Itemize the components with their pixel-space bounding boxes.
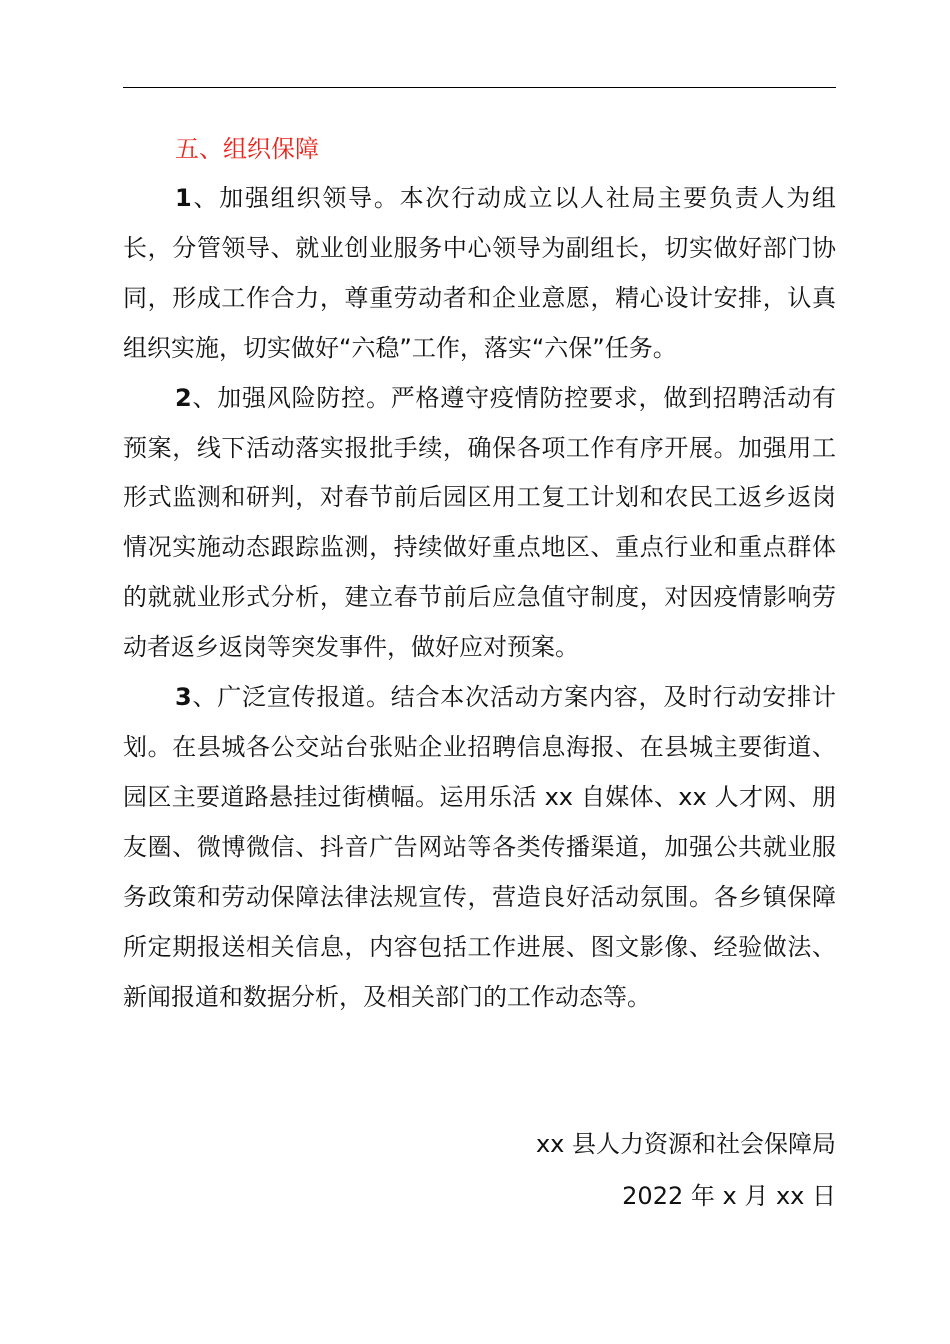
signature-date: 2022 年 x 月 xx 日: [622, 1182, 836, 1210]
signature-organization: xx 县人力资源和社会保障局: [535, 1130, 836, 1158]
paragraph-2-text: 、加强风险防控。严格遵守疫情防控要求，做到招聘活动有预案，线下活动落实报批手续，确保各项工作有序开展。加强用工形式监测和研判，对春节前后园区用工复工计划和农民工返乡返岗情况实施动态跟踪监测，持续做好重点地区、重点行业和重点群体的就就业形式分析，建立春节前后应急值守制度，对因疫情影响劳动者返乡返岗等突发事件，做好应对预案。: [123, 383, 836, 662]
paragraph-2: [123, 374, 836, 673]
paragraph-3: [123, 673, 836, 1022]
paragraph-2-number: 2: [175, 383, 192, 412]
paragraph-1: [123, 174, 836, 374]
paragraph-3-text: 、广泛宣传报道。结合本次活动方案内容，及时行动安排计划。在县城各公交站台张贴企业招聘信息海报、在县城主要街道、园区主要道路悬挂过街横幅。运用乐活 xx 自媒体、xx 人才网、朋友圈、微博微信、抖音广告网站等各类传播渠道，加强公共就业服务政策和劳动保障法律法规宣传，营造良好活动氛围。各乡镇保障所定期报送相关信息，内容包括工作进展、图文影像、经验做法、新闻报道和数据分析，及相关部门的工作动态等。: [123, 683, 836, 1011]
paragraph-1-number: 1: [175, 184, 192, 212]
header-rule: [123, 87, 836, 88]
paragraph-1-text: 、加强组织领导。本次行动成立以人社局主要负责人为组长，分管领导、就业创业服务中心领导为副组长，切实做好部门协同，形成工作合力，尊重劳动者和企业意愿，精心设计安排，认真组织实施，切实做好“六稳”工作，落实“六保”任务。: [123, 184, 836, 362]
section-heading: 五、组织保障: [175, 135, 319, 163]
document-body: [123, 124, 836, 1022]
paragraph-3-number: 3: [175, 683, 192, 712]
